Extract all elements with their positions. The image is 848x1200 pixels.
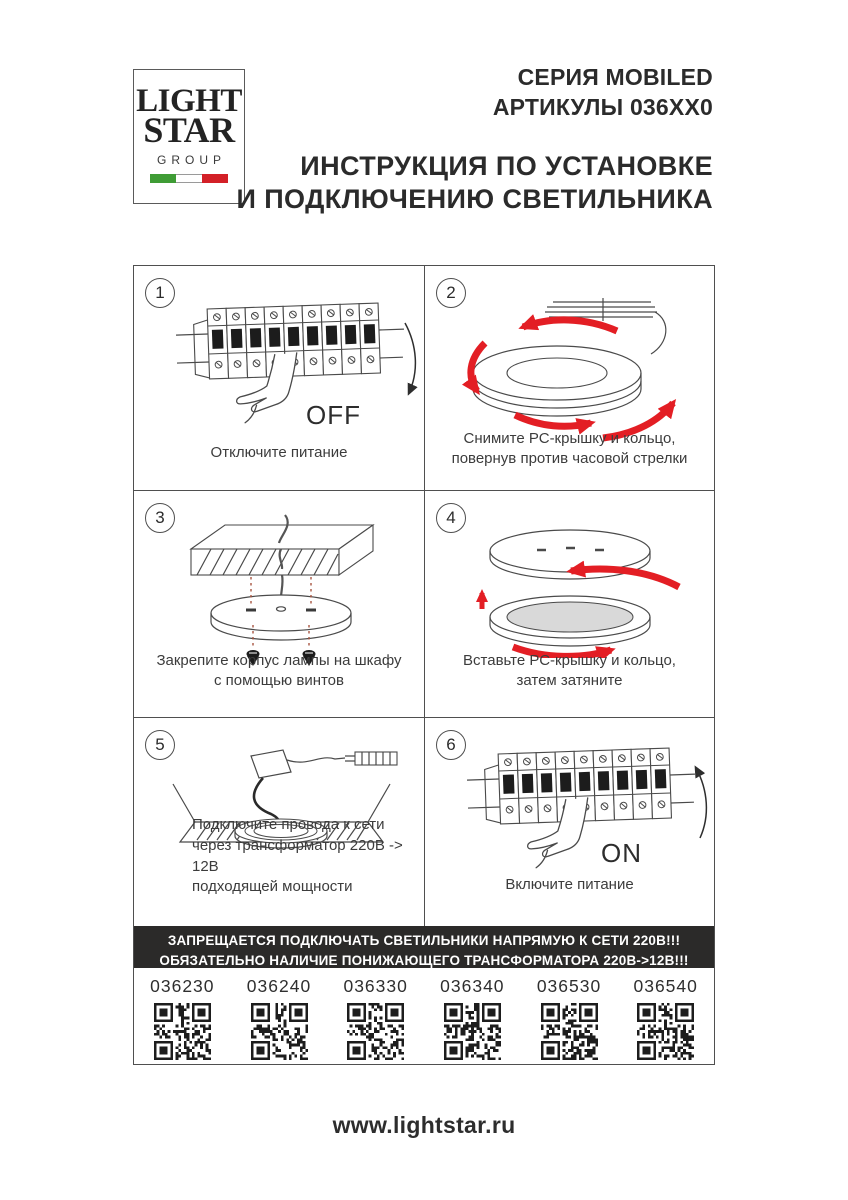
step-number-badge: 2 [436, 278, 466, 308]
article-number: 036330 [343, 976, 408, 996]
logo-text-light: LIGHT [136, 83, 242, 119]
qr-code [154, 1003, 211, 1060]
logo-text-group: GROUP [156, 153, 226, 168]
qr-code [444, 1003, 501, 1060]
warning-line1: ЗАПРЕЩАЕТСЯ ПОДКЛЮЧАТЬ СВЕТИЛЬНИКИ НАПРЯМУЮ К СЕТИ 220В!!! [167, 933, 681, 948]
step-6-caption: Включите питание [505, 876, 634, 894]
breaker-off-illustration [169, 301, 419, 441]
step-2-caption: Снимите РС-крышку и кольцо, повернув против часовой стрелки [451, 429, 688, 468]
step-4-cell [425, 491, 714, 718]
qr-code [251, 1003, 308, 1060]
article-number: 036230 [150, 976, 215, 996]
step-1-caption: Отключите питание [210, 444, 348, 462]
step-5-cell [134, 718, 425, 926]
articles-code: АРТИКУЛЫ 036XX0 [492, 94, 713, 121]
off-label: OFF [306, 400, 361, 430]
step-2-cell [425, 266, 714, 491]
article-column [424, 968, 521, 1064]
mount-body-illustration [169, 513, 394, 673]
breaker-on-illustration [460, 746, 710, 886]
step-number-badge: 4 [436, 503, 466, 533]
step-number-badge: 5 [145, 730, 175, 760]
article-column [327, 968, 424, 1064]
article-column [231, 968, 328, 1064]
italy-flag-icon [150, 174, 228, 183]
step-number-badge: 6 [436, 730, 466, 760]
qr-code [637, 1003, 694, 1060]
article-qr-row [134, 968, 714, 1064]
page-title-line2: И ПОДКЛЮЧЕНИЮ СВЕТИЛЬНИКА [236, 183, 713, 214]
insert-cover-illustration [455, 523, 685, 658]
qr-code [541, 1003, 598, 1060]
article-number: 036540 [633, 976, 698, 996]
series-name: СЕРИЯ MOBILED [517, 64, 713, 90]
logo-text-star: STAR [143, 110, 235, 151]
page-title [237, 150, 713, 216]
lightstar-logo [133, 69, 245, 204]
article-number: 036340 [440, 976, 505, 996]
article-column [521, 968, 618, 1064]
header [237, 62, 713, 216]
warning-line2: ОБЯЗАТЕЛЬНО НАЛИЧИЕ ПОНИЖАЮЩЕГО ТРАНСФОРМАТОРА 220В->12В!!! [159, 952, 689, 968]
instruction-grid [133, 265, 715, 1065]
on-label: ON [601, 838, 642, 868]
step-4-caption: Вставьте РС-крышку и кольцо, затем затяните [463, 651, 676, 690]
warning-banner [134, 926, 714, 968]
step-5-caption: Подключите провода к сети через трансформатор 220В -> 12В подходящей мощности [192, 816, 403, 896]
step-6-cell [425, 718, 714, 926]
step-1-cell [134, 266, 425, 491]
website-url: www.lightstar.ru [332, 1112, 516, 1138]
step-number-badge: 1 [145, 278, 175, 308]
article-number: 036530 [536, 976, 602, 996]
article-column [134, 968, 231, 1064]
step-3-caption: Закрепите корпус лампы на шкафу с помощью винтов [156, 651, 402, 690]
article-column [617, 968, 714, 1064]
article-number: 036240 [246, 976, 312, 996]
page-title-line1: ИНСТРУКЦИЯ ПО УСТАНОВКЕ [300, 150, 713, 181]
puck-light-unscrew-illustration [455, 291, 685, 451]
qr-code [347, 1003, 404, 1060]
step-number-badge: 3 [145, 503, 175, 533]
step-3-cell [134, 491, 425, 718]
